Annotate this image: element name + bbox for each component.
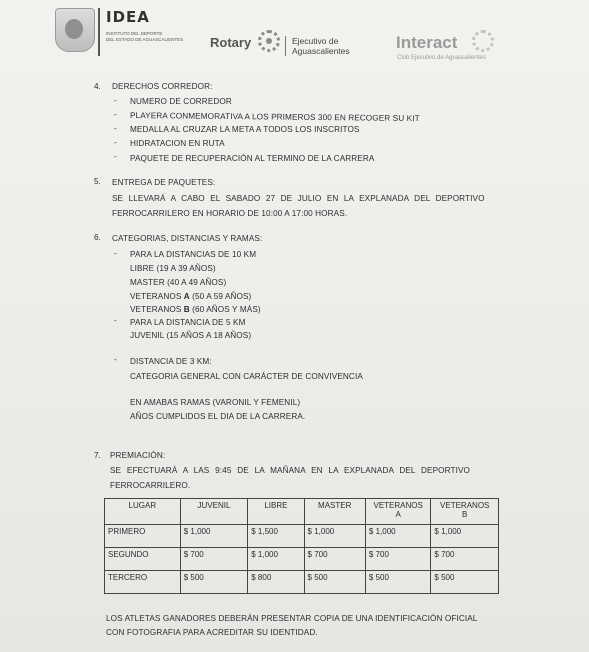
section6-category: MASTER (40 A 49 AÑOS) xyxy=(130,278,227,287)
section4-item: PLAYERA CONMEMORATIVA A LOS PRIMEROS 300 EN RECOGER SU KIT xyxy=(129,111,420,124)
cell-prize: $ 1,000 xyxy=(431,525,499,548)
section5-number: 5. xyxy=(94,177,101,186)
section4-item: NUMERO DE CORREDOR xyxy=(130,97,232,106)
rotary-wheel-icon xyxy=(258,30,280,52)
table-header-row xyxy=(105,499,499,525)
section7-title: PREMIACIÓN: xyxy=(110,451,166,460)
section4-number: 4. xyxy=(94,82,101,91)
cell-prize: $ 700 xyxy=(304,548,365,571)
vet-a-pre: VETERANOS xyxy=(130,292,184,301)
header-veteranos-b-line2: B xyxy=(462,510,468,519)
header-veteranos-a-line1: VETERANOS xyxy=(373,501,423,510)
bullet-dash: - xyxy=(114,96,117,105)
header-libre: LIBRE xyxy=(248,499,304,525)
header-veteranos-b xyxy=(431,499,499,525)
rotary-club-line2: Aguascalientes xyxy=(292,46,350,56)
cell-prize: $ 1,000 xyxy=(180,525,248,548)
footer-line2: CON FOTOGRAFIA PARA ACREDITAR SU IDENTIDAD. xyxy=(106,628,318,637)
section6-category: JUVENIL (15 AÑOS A 18 AÑOS) xyxy=(130,331,252,340)
section7-line1: SE EFECTUARÁ A LAS 9:45 DE LA MAÑANA EN LA EXPLANADA DEL DEPORTIVO xyxy=(110,466,471,475)
bullet-dash: - xyxy=(114,316,117,325)
cell-prize: $ 1,500 xyxy=(248,525,304,548)
section6-d3-label: DISTANCIA DE 3 KM: xyxy=(130,357,212,366)
section7-line2: FERROCARRILERO. xyxy=(110,481,191,490)
bullet-dash: - xyxy=(114,124,117,133)
section6-d10-label: PARA LA DISTANCIAS DE 10 KM xyxy=(130,250,257,259)
bullet-dash: - xyxy=(114,249,117,258)
table-row xyxy=(105,548,499,571)
section4-item: PAQUETE DE RECUPERACIÓN AL TERMINO DE LA CARRERA xyxy=(130,154,375,163)
interact-name: Interact xyxy=(396,33,458,52)
cell-prize: $ 1,000 xyxy=(365,525,430,548)
bullet-dash: - xyxy=(114,355,117,364)
cell-prize: $ 800 xyxy=(248,571,304,594)
idea-subtitle-2: DEL ESTADO DE AGUASCALIENTES xyxy=(106,37,184,42)
bullet-dash: - xyxy=(114,138,117,147)
section6-vet-b xyxy=(130,305,261,315)
cell-lugar: SEGUNDO xyxy=(105,548,181,571)
section5-line1: SE LLEVARÁ A CABO EL SABADO 27 DE JULIO EN LA EXPLANADA DEL DEPORTIVO xyxy=(112,194,485,203)
cell-prize: $ 700 xyxy=(365,548,430,571)
section6-category: CATEGORIA GENERAL CON CARÁCTER DE CONVIVENCIA xyxy=(130,372,363,381)
section4-item: MEDALLA AL CRUZAR LA META A TODOS LOS INSCRITOS xyxy=(130,125,360,134)
header-veteranos-a xyxy=(365,499,430,525)
rotary-club xyxy=(285,36,350,56)
table-row xyxy=(105,571,499,594)
idea-subtitle-1: INSTITUTO DEL DEPORTE xyxy=(106,31,163,36)
header-veteranos-b-line1: VETERANOS xyxy=(440,501,490,510)
vet-a-post: (50 A 59 AÑOS) xyxy=(189,292,252,301)
cell-prize: $ 500 xyxy=(304,571,365,594)
state-seal-icon xyxy=(55,8,95,52)
cell-lugar: TERCERO xyxy=(105,571,181,594)
cell-prize: $ 500 xyxy=(180,571,248,594)
prize-table xyxy=(104,498,499,594)
section6-number: 6. xyxy=(94,233,101,242)
cell-prize: $ 1,000 xyxy=(304,525,365,548)
section7-number: 7. xyxy=(94,451,101,460)
rotary-name: Rotary xyxy=(210,35,252,50)
header-lugar: LUGAR xyxy=(105,499,181,525)
section5-title: ENTREGA DE PAQUETES: xyxy=(112,178,216,187)
header-veteranos-a-line2: A xyxy=(395,510,401,519)
section6-title: CATEGORIAS, DISTANCIAS Y RAMAS: xyxy=(112,234,263,243)
vet-b-pre: VETERANOS xyxy=(130,305,184,314)
footer-line1: LOS ATLETAS GANADORES DEBERÁN PRESENTAR COPIA DE UNA IDENTIFICACIÓN OFICIAL xyxy=(106,614,478,623)
section4-item: HIDRATACION EN RUTA xyxy=(130,139,225,148)
section6-d5-label: PARA LA DISTANCIA DE 5 KM xyxy=(130,318,246,327)
bullet-dash: - xyxy=(114,110,117,119)
cell-prize: $ 700 xyxy=(180,548,248,571)
interact-wheel-icon xyxy=(472,30,494,52)
section6-category: LIBRE (19 A 39 AÑOS) xyxy=(130,264,216,273)
letterhead xyxy=(0,0,589,70)
section6-ramas: EN AMABAS RAMAS (VARONIL Y FEMENIL) xyxy=(130,398,301,407)
idea-logo xyxy=(98,8,201,56)
cell-prize: $ 500 xyxy=(431,571,499,594)
vet-b-letter: B xyxy=(183,305,190,314)
cell-prize: $ 1,000 xyxy=(248,548,304,571)
section6-age-note: AÑOS CUMPLIDOS EL DIA DE LA CARRERA. xyxy=(130,412,306,421)
table-row xyxy=(105,525,499,548)
idea-title: IDEA xyxy=(106,8,150,26)
vet-a-letter: A xyxy=(183,292,190,301)
cell-prize: $ 500 xyxy=(365,571,430,594)
cell-lugar: PRIMERO xyxy=(105,525,181,548)
section5-line2: FERROCARRILERO EN HORARIO DE 10:00 A 17:00 HORAS. xyxy=(112,209,348,218)
header-juvenil: JUVENIL xyxy=(180,499,248,525)
cell-prize: $ 700 xyxy=(431,548,499,571)
header-master: MASTER xyxy=(304,499,365,525)
interact-club: Club Ejecutivo de Aguascalientes xyxy=(397,55,486,61)
bullet-dash: - xyxy=(114,152,117,161)
section6-vet-a xyxy=(130,292,251,302)
vet-b-post: (60 AÑOS Y MÁS) xyxy=(189,305,261,314)
section4-title: DERECHOS CORREDOR: xyxy=(112,82,213,91)
rotary-club-line1: Ejecutivo de xyxy=(292,36,339,46)
